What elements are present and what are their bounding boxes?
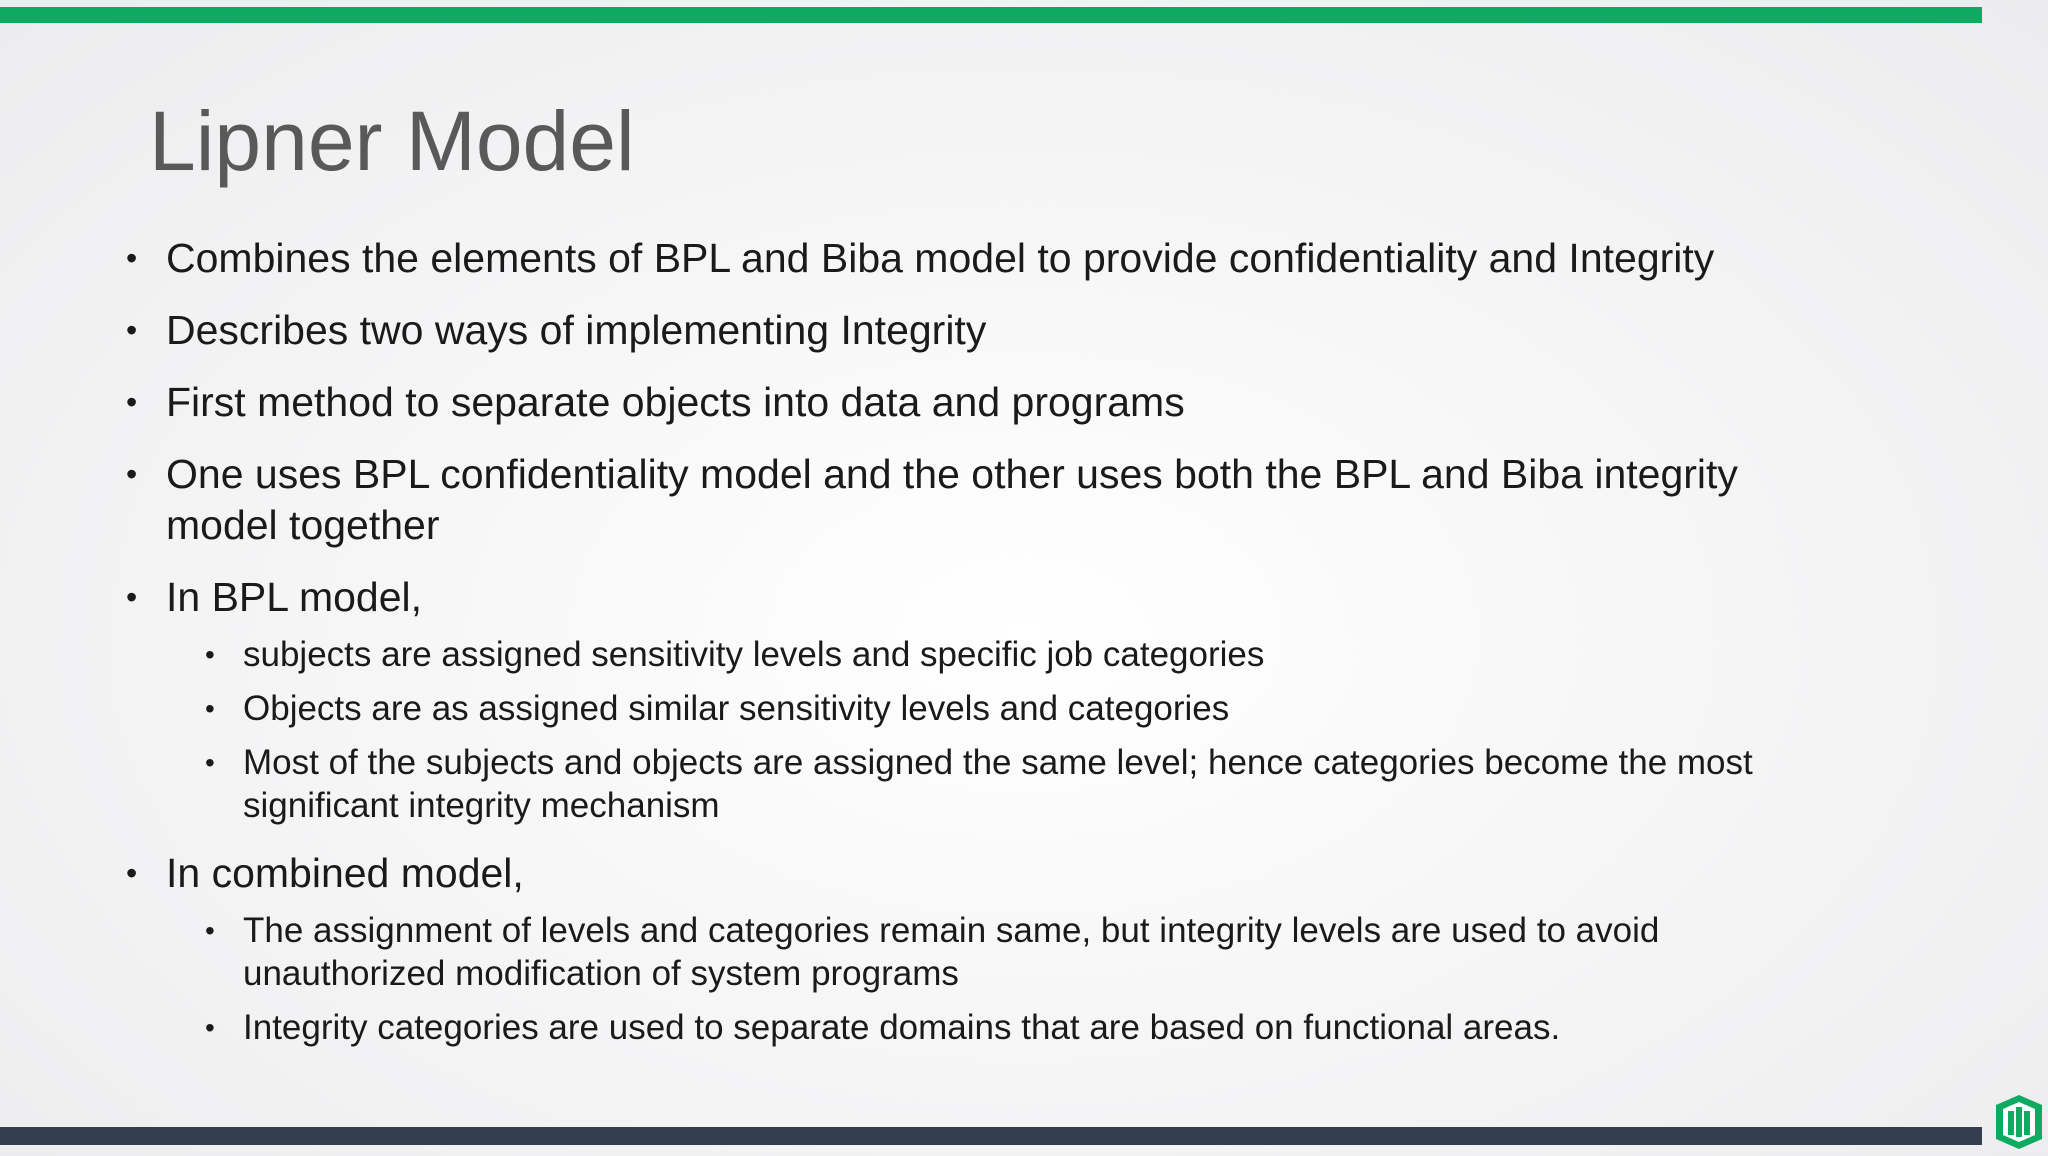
bullet-item: • First method to separate objects into data and programs <box>126 377 1826 428</box>
sub-bullet-item: • Integrity categories are used to separate domains that are based on functional areas. <box>166 1006 1826 1049</box>
bullet-item: • Combines the elements of BPL and Biba model to provide confidentiality and Integrity <box>126 233 1826 284</box>
sub-bullet-item: • Most of the subjects and objects are assigned the same level; hence categories become the most significant integrity mechanism <box>166 741 1826 827</box>
slide-content <box>126 233 1826 1070</box>
sub-bullet-item: • The assignment of levels and categories remain same, but integrity levels are used to avoid unauthorized modification of system programs <box>166 909 1826 995</box>
bullet-item: • Describes two ways of implementing Integrity <box>126 305 1826 356</box>
green-shield-logo-icon <box>1994 1093 2044 1151</box>
bullet-item <box>126 572 1826 827</box>
sub-bullet-list <box>166 633 1826 827</box>
bullet-item: • One uses BPL confidentiality model and the other uses both the BPL and Biba integrity model together <box>126 449 1826 551</box>
bullet-list <box>126 233 1826 1049</box>
slide-title: Lipner Model <box>149 94 635 188</box>
top-accent-bar <box>0 7 1982 23</box>
bullet-text: In combined model, <box>166 850 524 896</box>
sub-bullet-item: • subjects are assigned sensitivity levels and specific job categories <box>166 633 1826 676</box>
bullet-item <box>126 848 1826 1049</box>
bullet-text: In BPL model, <box>166 574 423 620</box>
bottom-footer-bar <box>0 1127 1982 1145</box>
sub-bullet-item: • Objects are as assigned similar sensitivity levels and categories <box>166 687 1826 730</box>
sub-bullet-list <box>166 909 1826 1049</box>
